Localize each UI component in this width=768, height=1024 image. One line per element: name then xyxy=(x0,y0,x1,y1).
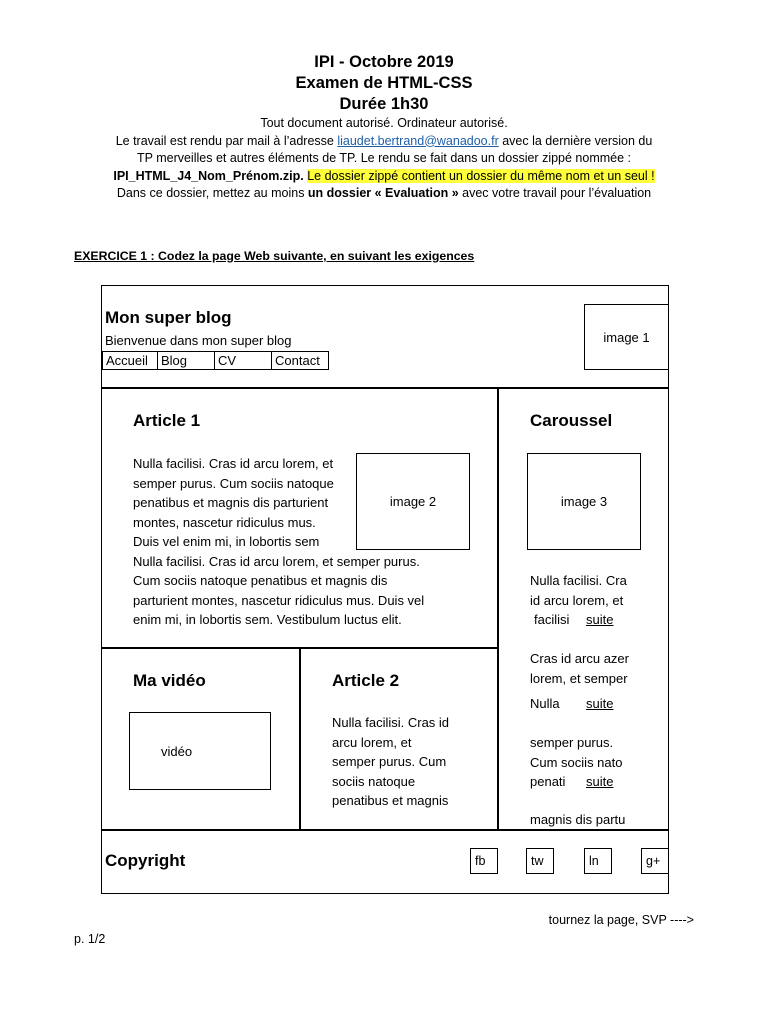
article1-line: Nulla facilisi. Cras id arcu lorem, et semper purus. xyxy=(133,553,420,569)
blog-subtitle: Bienvenue dans mon super blog xyxy=(105,333,292,348)
social-tw[interactable]: tw xyxy=(526,848,554,874)
article1-line: Duis vel enim mi, in lobortis sem xyxy=(133,534,320,549)
nav-item-cv[interactable]: CV xyxy=(214,351,272,370)
exam-submission-line2: TP merveilles et autres éléments de TP. Le rendu se fait dans un dossier zippé nommée : xyxy=(136,151,632,165)
email-link[interactable]: liaudet.bertrand@wanadoo.fr xyxy=(337,133,499,148)
image2-placeholder: image 2 xyxy=(356,453,470,550)
social-ln[interactable]: ln xyxy=(584,848,612,874)
exam-header xyxy=(0,52,768,203)
article1-line: Cum sociis natoque penatibus et magnis dis xyxy=(133,573,388,588)
carousel-divider xyxy=(497,388,499,830)
page-number: p. 1/2 xyxy=(74,932,106,946)
exam-folder-line: Dans ce dossier, mettez au moins un dossier « Evaluation » avec votre travail pour l’évaluation xyxy=(116,186,652,200)
carousel-text: Nulla facilisi. Cra xyxy=(530,573,627,588)
highlighted-instruction: Le dossier zippé contient un dossier du même nom et un seul ! xyxy=(307,168,655,183)
article1-line: parturient montes, nascetur ridiculus mus. Duis vel xyxy=(133,592,425,608)
carousel-text: magnis dis partu xyxy=(530,812,626,827)
nav-item-accueil[interactable]: Accueil xyxy=(102,351,158,370)
turn-page-note: tournez la page, SVP ----> xyxy=(548,913,694,927)
carousel-text: Nulla xyxy=(530,696,560,711)
image1-placeholder: image 1 xyxy=(584,304,669,370)
exam-duration: Durée 1h30 xyxy=(339,95,429,113)
article2-line: Nulla facilisi. Cras id xyxy=(332,715,450,730)
carousel-text: Cras id arcu azer xyxy=(530,651,629,666)
carousel-text: facilisi xyxy=(534,612,570,627)
carousel-text: lorem, et semper xyxy=(530,670,628,686)
exam-rules: Tout document autorisé. Ordinateur autorisé. xyxy=(260,116,508,130)
video-title: Ma vidéo xyxy=(133,671,206,690)
article2-line: arcu lorem, et xyxy=(332,734,412,750)
suite-link[interactable]: suite xyxy=(586,612,614,627)
footer-divider xyxy=(101,829,669,831)
article1-line: Nulla facilisi. Cras id arcu lorem, et xyxy=(133,456,334,471)
article1-line: semper purus. Cum sociis natoque xyxy=(133,475,334,491)
article2-title: Article 2 xyxy=(332,671,400,690)
social-fb[interactable]: fb xyxy=(470,848,498,874)
carousel-title: Caroussel xyxy=(530,411,613,430)
evaluation-folder: un dossier « Evaluation » xyxy=(307,186,459,200)
carousel-text: semper purus. xyxy=(530,735,614,750)
carousel-text: id arcu lorem, et xyxy=(530,592,624,608)
exam-filename-line xyxy=(0,168,768,186)
article1-line: montes, nascetur ridiculus mus. xyxy=(133,514,316,530)
social-gplus[interactable]: g+ xyxy=(641,848,669,874)
header-divider xyxy=(101,387,669,389)
carousel-text: Cum sociis nato xyxy=(530,754,623,770)
nav-item-contact[interactable]: Contact xyxy=(271,351,329,370)
exam-title-line1: IPI - Octobre 2019 xyxy=(314,53,454,71)
suite-link[interactable]: suite xyxy=(586,696,614,711)
article2-line: penatibus et magnis xyxy=(332,793,449,808)
video-placeholder xyxy=(129,712,271,790)
suite-link[interactable]: suite xyxy=(586,774,614,789)
zip-filename: IPI_HTML_J4_Nom_Prénom.zip. xyxy=(113,168,304,183)
article2-line: sociis natoque xyxy=(332,773,416,789)
article1-line: penatibus et magnis dis parturient xyxy=(133,495,329,510)
blog-title: Mon super blog xyxy=(105,308,232,327)
copyright-label: Copyright xyxy=(105,851,186,870)
article2-line: semper purus. Cum xyxy=(332,754,447,769)
image3-placeholder: image 3 xyxy=(527,453,641,550)
exam-submission-line: Le travail est rendu par mail à l’adresse liaudet.bertrand@wanadoo.fr avec la dernière version du xyxy=(115,133,653,148)
video-divider xyxy=(299,648,301,830)
article1-title: Article 1 xyxy=(133,411,201,430)
video-label: vidéo xyxy=(161,743,193,759)
carousel-text: penati xyxy=(530,774,566,789)
exercise-heading: EXERCICE 1 : Codez la page Web suivante, en suivant les exigences xyxy=(74,249,475,263)
exam-title-line2: Examen de HTML-CSS xyxy=(295,74,473,92)
article1-line: enim mi, in lobortis sem. Vestibulum luctus elit. xyxy=(133,612,402,627)
nav-item-blog[interactable]: Blog xyxy=(157,351,215,370)
